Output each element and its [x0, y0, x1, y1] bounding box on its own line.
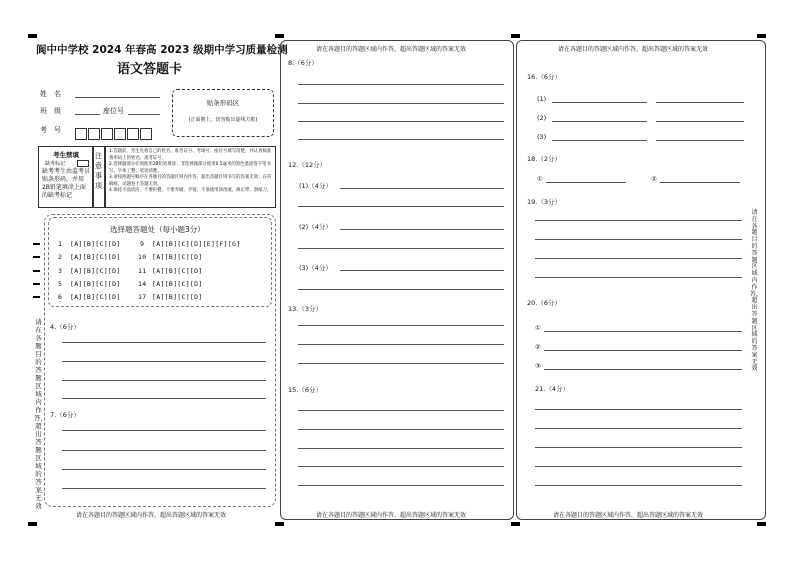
boundary-notice-footer: 请在各题目的答题区域内作答，超出答题区域的答案无效	[553, 512, 704, 519]
answer-line[interactable]	[535, 485, 742, 486]
card-title: 语文答题卡	[117, 62, 183, 77]
answer-line[interactable]	[544, 331, 742, 332]
class-label: 班 级	[40, 107, 61, 115]
mcq-options[interactable]: [A][B][C][D]	[70, 280, 121, 288]
answer-line[interactable]	[660, 182, 740, 183]
alignment-mark	[757, 34, 766, 38]
mcq-num: 2	[58, 253, 63, 261]
q21-label: 21.（4分）	[535, 385, 569, 393]
absent-box	[38, 146, 94, 208]
answer-line[interactable]	[535, 277, 742, 278]
absent-text: 缺考考生由监考员贴条形码，并用2B铅笔填涂上面的缺考标记	[42, 168, 91, 199]
answer-line[interactable]	[544, 369, 742, 370]
mcq-num: 1	[58, 240, 63, 248]
answer-line[interactable]	[62, 430, 266, 431]
answer-line[interactable]	[656, 140, 744, 141]
q12-2-label: (2)（4分）	[299, 223, 332, 231]
mcq-options[interactable]: [A][B][C][D][E][F][G]	[152, 240, 241, 248]
barcode-area	[172, 89, 274, 137]
answer-line[interactable]	[298, 325, 504, 326]
answer-line[interactable]	[298, 248, 504, 249]
seat-field[interactable]	[128, 114, 160, 115]
answer-line[interactable]	[544, 350, 742, 351]
answer-line[interactable]	[546, 182, 626, 183]
q4-label: 4.（6分）	[50, 323, 80, 331]
q12-1-label: (1)（4分）	[299, 182, 332, 190]
answer-line[interactable]	[535, 220, 742, 221]
q19-label: 19.（3分）	[527, 198, 561, 206]
notice-item: 1.答题前，考生先将自己的姓名、准考证号、考场号、座位号填写清楚，并认真核准条形码上的姓名、准考证号。	[109, 149, 272, 161]
answer-line[interactable]	[656, 102, 744, 103]
answer-line[interactable]	[298, 289, 504, 290]
notice-box	[104, 146, 276, 208]
answer-line[interactable]	[62, 380, 266, 381]
mcq-options[interactable]: [A][B][C][D]	[152, 267, 203, 275]
notice-label: 注意事项	[95, 152, 102, 190]
answer-line[interactable]	[298, 466, 504, 467]
alignment-mark	[757, 522, 766, 526]
q18-b-label: ②	[651, 175, 657, 183]
absent-mark-label: 缺考标记	[45, 161, 66, 167]
q8-label: 8.（6分）	[288, 59, 318, 67]
mcq-options[interactable]: [A][B][C][D]	[152, 293, 203, 301]
absent-title: 考生禁填	[53, 151, 79, 159]
q16-1-label: (1)	[537, 95, 547, 103]
q20-c-label: ③	[535, 362, 541, 370]
notice-item: 4.保持卡面清洁，不要折叠、不要弄破、弄皱，不准使用涂改液、修正带、刮纸刀。	[109, 188, 272, 193]
answer-line[interactable]	[298, 410, 504, 411]
right-answer-panel	[516, 40, 766, 520]
answer-line[interactable]	[535, 258, 742, 259]
answer-line[interactable]	[340, 270, 504, 271]
q18-label: 18.（2分）	[527, 155, 561, 163]
answer-line[interactable]	[298, 448, 504, 449]
answer-line[interactable]	[298, 139, 504, 140]
answer-line[interactable]	[552, 140, 647, 141]
q16-3-label: (3)	[537, 133, 547, 141]
mcq-options[interactable]: [A][B][C][D]	[70, 240, 121, 248]
boundary-notice-footer: 请在各题目的答题区域内作答，超出答题区域的答案无效	[316, 512, 467, 519]
q16-2-label: (2)	[537, 114, 547, 122]
answer-line[interactable]	[656, 121, 744, 122]
exam-title: 阆中中学校 2024 年春高 2023 级期中学习质量检测	[36, 44, 288, 56]
alignment-mark	[28, 522, 37, 526]
answer-line[interactable]	[298, 84, 504, 85]
answer-line[interactable]	[535, 409, 742, 410]
answer-line[interactable]	[535, 466, 742, 467]
mcq-num: 11	[138, 267, 147, 275]
notice-item: 3.请按照题号顺序在各题目的答题区域内作答，超出答题区域书写的答案无效；在草稿纸、试题卷上答题无效。	[109, 175, 272, 187]
answer-line[interactable]	[62, 342, 266, 343]
q20-b-label: ②	[535, 343, 541, 351]
mcq-options[interactable]: [A][B][C][D]	[70, 267, 121, 275]
seat-label: 座位号	[103, 107, 124, 115]
name-field[interactable]	[75, 97, 160, 98]
alignment-mark	[511, 34, 520, 38]
mcq-options[interactable]: [A][B][C][D]	[70, 253, 121, 261]
barcode-note: (正面朝上，切勿贴出虚线方框)	[188, 117, 258, 123]
answer-line[interactable]	[62, 450, 266, 451]
answer-line[interactable]	[535, 447, 742, 448]
alignment-mark	[275, 522, 284, 526]
absent-mark-box[interactable]	[77, 160, 89, 167]
answer-line[interactable]	[298, 363, 504, 364]
answer-line[interactable]	[62, 469, 266, 470]
answer-line[interactable]	[535, 239, 742, 240]
q20-label: 20.（6分）	[527, 299, 561, 307]
name-label: 姓 名	[40, 90, 61, 98]
q18-a-label: ①	[537, 175, 543, 183]
mcq-num: 9	[140, 240, 145, 248]
answer-line[interactable]	[340, 229, 504, 230]
timing-mark	[33, 256, 40, 258]
mcq-num: 5	[58, 280, 63, 288]
answer-line[interactable]	[552, 121, 647, 122]
class-field[interactable]	[75, 114, 100, 115]
exam-no-boxes[interactable]	[75, 123, 153, 142]
mcq-options[interactable]: [A][B][C][D]	[152, 253, 203, 261]
exam-no-label: 考 号	[40, 126, 61, 134]
answer-line[interactable]	[535, 428, 742, 429]
timing-mark	[33, 283, 40, 285]
answer-line[interactable]	[298, 103, 504, 104]
boundary-notice-footer: 请在各题目的答题区域内作答，超出答题区域的答案无效	[76, 512, 227, 519]
timing-mark	[33, 296, 40, 298]
q7-label: 7.（6分）	[50, 411, 80, 419]
answer-line[interactable]	[62, 398, 266, 399]
q15-label: 15.（6分）	[288, 386, 322, 394]
barcode-title: 贴条形码区	[206, 99, 240, 107]
answer-line[interactable]	[298, 206, 504, 207]
answer-line[interactable]	[298, 344, 504, 345]
timing-mark	[33, 243, 40, 245]
boundary-notice-vertical: 请在各题目的答题区域内作答，超出答题区域的答案无效	[750, 209, 763, 373]
mcq-title: 选择题答题处（每小题3分）	[110, 225, 205, 234]
timing-mark	[33, 270, 40, 272]
alignment-mark	[511, 522, 520, 526]
answer-line[interactable]	[298, 429, 504, 430]
q12-label: 12.（12分）	[288, 161, 327, 169]
answer-line[interactable]	[298, 121, 504, 122]
mcq-num: 10	[138, 253, 147, 261]
answer-line[interactable]	[340, 188, 504, 189]
mcq-options[interactable]: [A][B][C][D]	[70, 293, 121, 301]
answer-line[interactable]	[62, 361, 266, 362]
mcq-num: 3	[58, 267, 63, 275]
notice-item: 2.选择题部分必须使用2B铅笔填涂；非选择题部分使用0.5毫米的黑色墨迹签字笔书写，字体工整、笔迹清楚。	[109, 162, 271, 174]
answer-line[interactable]	[552, 102, 647, 103]
boundary-notice-header: 请在各题目的答题区域内作答，超出答题区域的答案无效	[316, 46, 467, 53]
mcq-num: 17	[138, 293, 147, 301]
mcq-options[interactable]: [A][B][C][D]	[152, 280, 203, 288]
q12-3-label: (3)（4分）	[299, 264, 332, 272]
boundary-notice-header: 请在各题目的答题区域内作答，超出答题区域的答案无效	[558, 46, 709, 53]
mcq-num: 6	[58, 293, 63, 301]
alignment-mark	[275, 34, 284, 38]
mcq-num: 14	[138, 280, 147, 288]
answer-line[interactable]	[62, 488, 266, 489]
q16-label: 16.（6分）	[527, 73, 561, 81]
boundary-notice-vertical: 请在各题目的答题区域内作答，超出答题区域的答案无效	[34, 318, 47, 510]
q20-a-label: ①	[535, 324, 541, 332]
answer-line[interactable]	[298, 485, 504, 486]
alignment-mark	[28, 34, 37, 38]
q13-label: 13.（3分）	[288, 305, 322, 313]
